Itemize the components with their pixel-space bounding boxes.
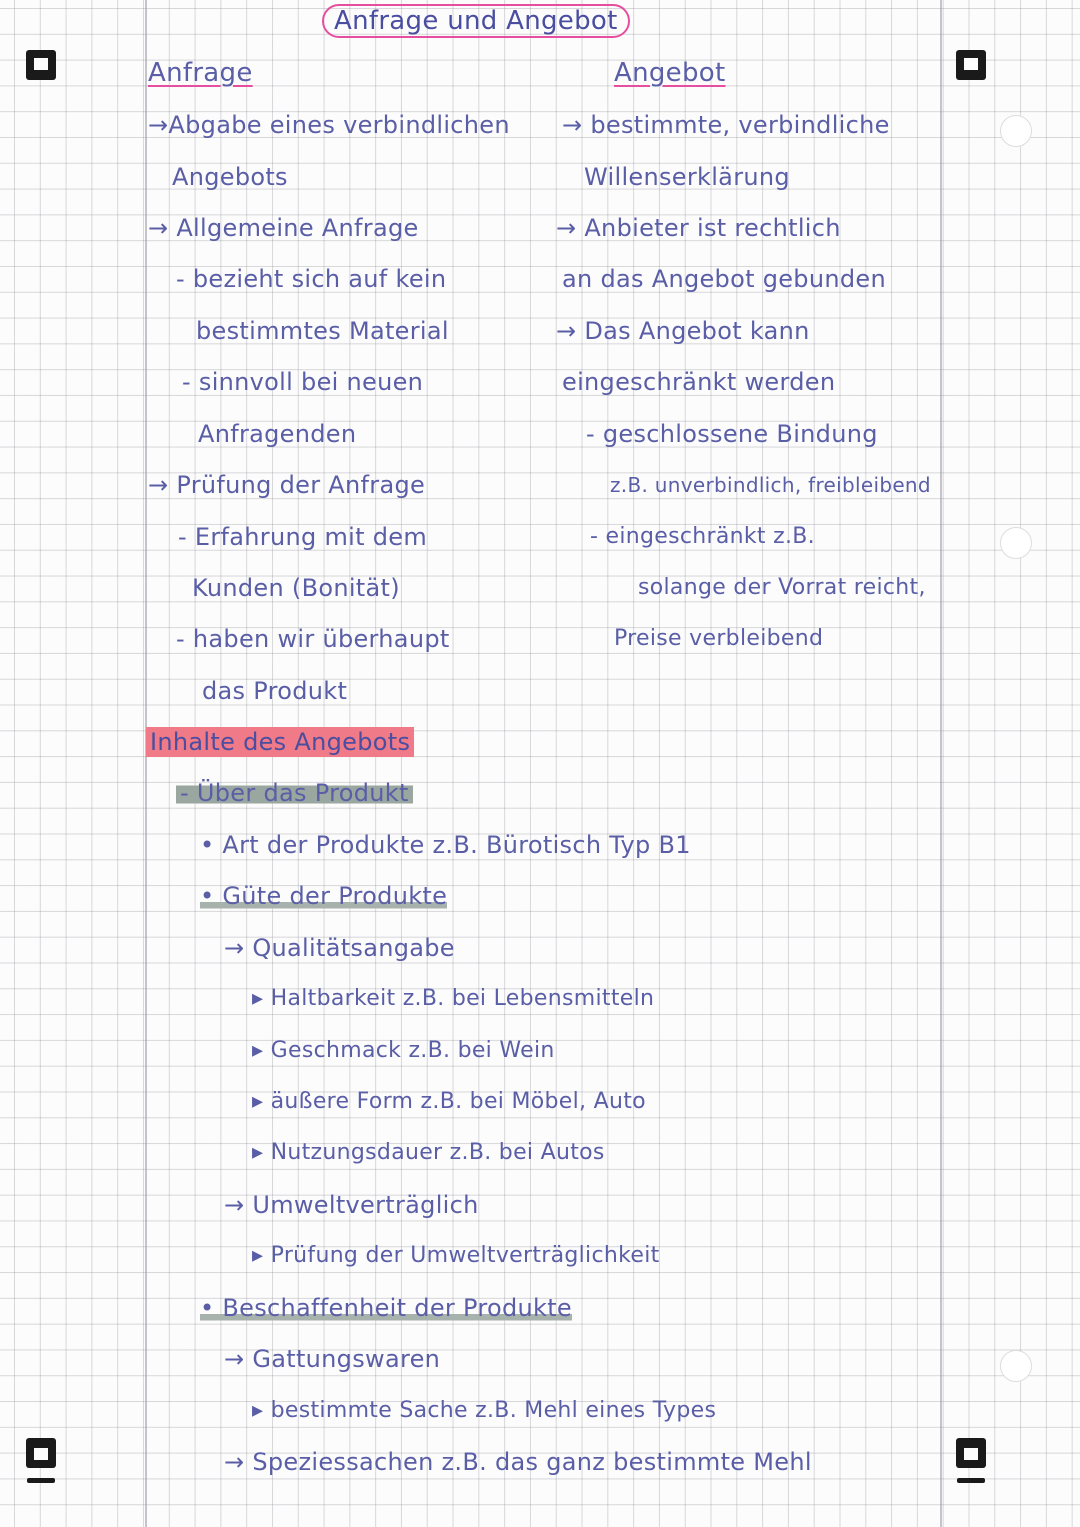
anfrage-line: → Prüfung der Anfrage xyxy=(148,471,426,499)
section-line: • Beschaffenheit der Produkte xyxy=(200,1294,572,1322)
right-margin-line xyxy=(940,0,942,1527)
section-line: → Gattungswaren xyxy=(224,1345,441,1373)
section-heading: Inhalte des Angebots xyxy=(146,727,414,757)
scan-bar-icon xyxy=(957,1478,985,1483)
section-line: ▸ Prüfung der Umweltverträglichkeit xyxy=(252,1243,660,1268)
punch-hole xyxy=(1000,1350,1032,1382)
anfrage-line: - Erfahrung mit dem xyxy=(178,523,428,551)
section-line: ▸ Geschmack z.B. bei Wein xyxy=(252,1038,555,1063)
section-line: ▸ äußere Form z.B. bei Möbel, Auto xyxy=(252,1089,646,1114)
section-line: ▸ Haltbarkeit z.B. bei Lebensmitteln xyxy=(252,986,655,1011)
angebot-line: z.B. unverbindlich, freibleibend xyxy=(610,473,931,497)
angebot-line: eingeschränkt werden xyxy=(562,368,836,396)
angebot-line: Preise verbleibend xyxy=(614,626,824,651)
scan-bar-icon xyxy=(27,1478,55,1483)
left-margin-line xyxy=(145,0,147,1527)
section-line: → Speziessachen z.B. das ganz bestimmte Mehl xyxy=(224,1448,812,1476)
angebot-line: - geschlossene Bindung xyxy=(586,420,878,448)
scan-marker-icon xyxy=(26,1438,56,1468)
section-subheading: - Über das Produkt xyxy=(176,778,413,808)
scan-marker-icon xyxy=(956,1438,986,1468)
angebot-line: - eingeschränkt z.B. xyxy=(590,524,815,549)
angebot-line: solange der Vorrat reicht, xyxy=(638,575,926,600)
anfrage-line: - sinnvoll bei neuen xyxy=(182,368,424,396)
anfrage-line: →Abgabe eines verbindlichen xyxy=(148,111,510,139)
anfrage-line: das Produkt xyxy=(202,677,348,705)
punch-hole xyxy=(1000,115,1032,147)
section-line: → Umweltverträglich xyxy=(224,1191,479,1219)
angebot-line: an das Angebot gebunden xyxy=(562,265,886,293)
anfrage-line: Angebots xyxy=(172,163,288,191)
angebot-line: → bestimmte, verbindliche xyxy=(562,111,890,139)
section-line: • Art der Produkte z.B. Bürotisch Typ B1 xyxy=(200,831,691,859)
anfrage-line: bestimmtes Material xyxy=(196,317,449,345)
section-line: ▸ bestimmte Sache z.B. Mehl eines Types xyxy=(252,1398,717,1423)
section-line: • Güte der Produkte xyxy=(200,882,448,910)
anfrage-heading: Anfrage xyxy=(148,58,253,88)
punch-hole xyxy=(1000,527,1032,559)
anfrage-line: - bezieht sich auf kein xyxy=(176,265,447,293)
scan-marker-icon xyxy=(956,50,986,80)
anfrage-line: Kunden (Bonität) xyxy=(192,574,400,602)
section-line: → Qualitätsangabe xyxy=(224,934,455,962)
section-line: ▸ Nutzungsdauer z.B. bei Autos xyxy=(252,1140,605,1165)
anfrage-line: Anfragenden xyxy=(198,420,357,448)
angebot-line: → Das Angebot kann xyxy=(556,317,810,345)
angebot-line: Willenserklärung xyxy=(584,163,790,191)
anfrage-line: → Allgemeine Anfrage xyxy=(148,214,419,242)
page-title: Anfrage und Angebot xyxy=(322,4,630,38)
anfrage-line: - haben wir überhaupt xyxy=(176,625,450,653)
angebot-heading: Angebot xyxy=(614,58,726,88)
scan-marker-icon xyxy=(26,50,56,80)
angebot-line: → Anbieter ist rechtlich xyxy=(556,214,841,242)
